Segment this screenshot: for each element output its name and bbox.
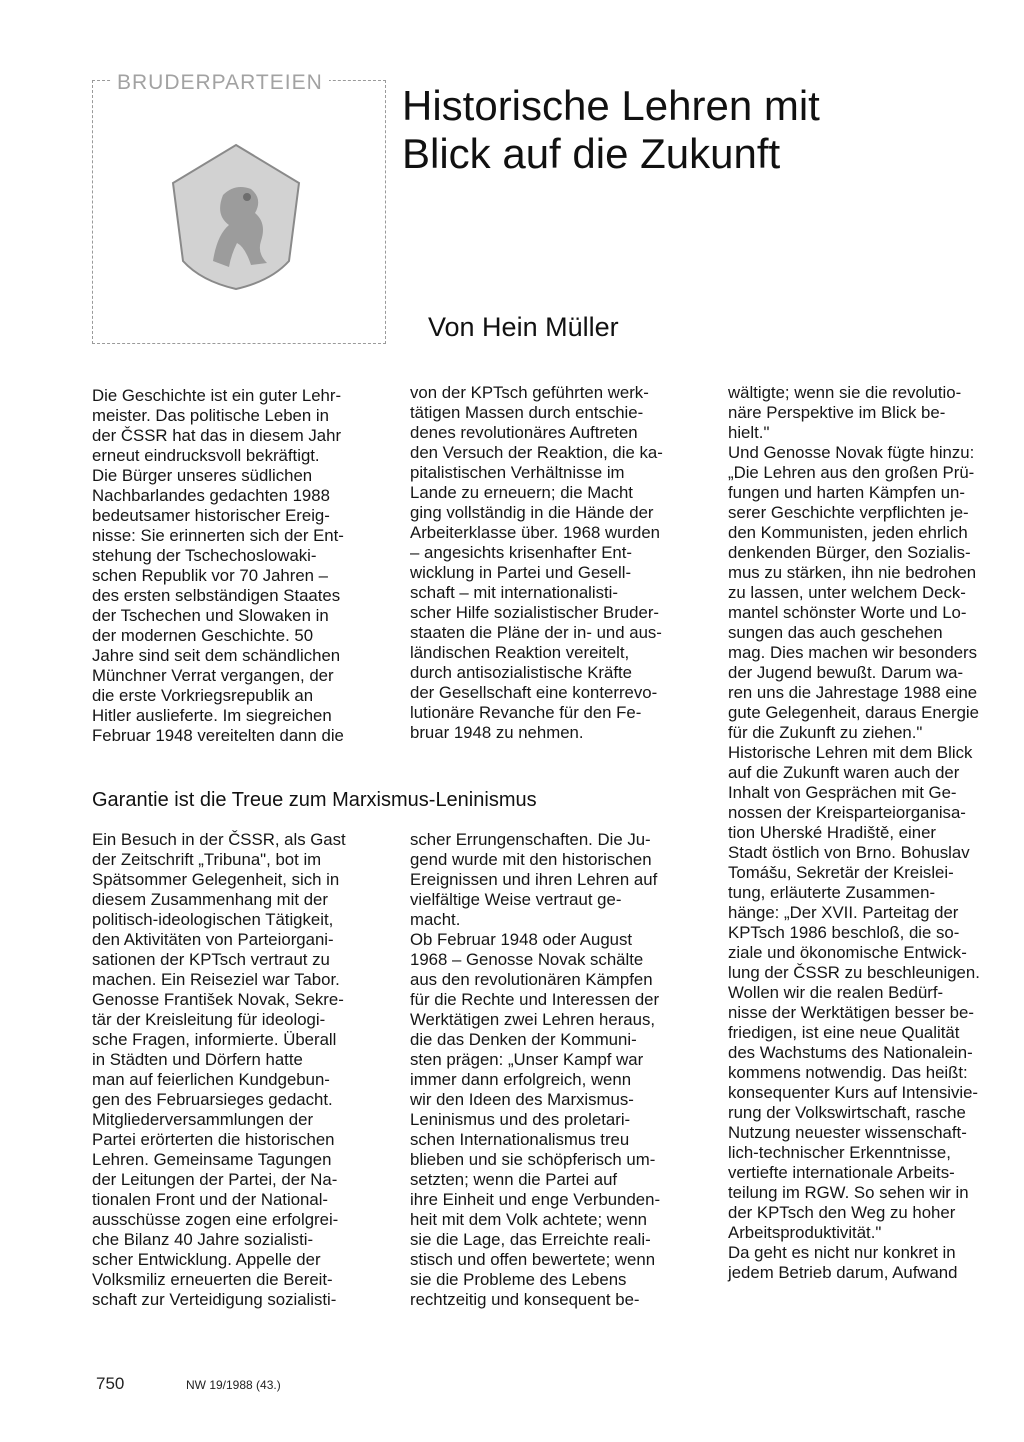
text-line: setzten; wenn die Partei auf — [410, 1170, 618, 1189]
text-line: schaft zur Verteidigung sozialisti- — [92, 1290, 337, 1309]
text-line: denes revolutionäres Auftreten — [410, 423, 638, 442]
section-subheading: Garantie ist die Treue zum Marxismus-Leninismus — [92, 789, 537, 811]
text-line: Leninismus und des proletari- — [410, 1110, 631, 1129]
text-line: sie die Probleme des Lebens — [410, 1270, 627, 1289]
text-line: Februar 1948 vereitelten dann die — [92, 726, 344, 745]
text-line: sie die Lage, das Erreichte reali- — [410, 1230, 651, 1249]
text-line: hänge: „Der XVII. Parteitag der — [728, 903, 959, 922]
text-line: rung der Volkswirtschaft, rasche — [728, 1103, 966, 1122]
text-line: serer Geschichte verpflichten je- — [728, 503, 969, 522]
text-line: – angesichts krisenhafter Ent- — [410, 543, 632, 562]
text-line: Werktätigen zwei Lehren heraus, — [410, 1010, 656, 1029]
text-column-3 — [728, 383, 1020, 1283]
text-line: fungen und harten Kämpfen un- — [728, 483, 965, 502]
text-line: der Gesellschaft eine konterrevo- — [410, 683, 658, 702]
text-line: teilung im RGW. So sehen wir in — [728, 1183, 969, 1202]
text-line: zu lassen, unter welchem Deck- — [728, 583, 966, 602]
text-line: machen. Ein Reiseziel war Tabor. — [92, 970, 340, 989]
text-line: der modernen Geschichte. 50 — [92, 626, 314, 645]
text-line: Da geht es nicht nur konkret in — [728, 1243, 956, 1262]
text-line: sche Fragen, informierte. Überall — [92, 1030, 337, 1049]
section-rubric-label: BRUDERPARTEIEN — [111, 71, 329, 95]
text-line: Inhalt von Gesprächen mit Ge- — [728, 783, 957, 802]
text-line: Jahre sind seit dem schändlichen — [92, 646, 341, 665]
text-line: Arbeiterklasse über. 1968 wurden — [410, 523, 661, 542]
text-line: hielt." — [728, 423, 770, 442]
text-line: kommens notwendig. Das heißt: — [728, 1063, 968, 1082]
text-line: heit mit dem Volk achtete; wenn — [410, 1210, 647, 1229]
text-column-1 — [92, 386, 384, 746]
text-line: tär der Kreisleitung für ideologi- — [92, 1010, 326, 1029]
czechoslovak-coat-of-arms-icon — [171, 143, 301, 291]
text-line: den Kommunisten, jeden ehrlich — [728, 523, 968, 542]
text-line: pitalistischen Verhältnisse im — [410, 463, 625, 482]
text-line: stisch und offen bewertete; wenn — [410, 1250, 656, 1269]
text-line: für die Zukunft zu ziehen." — [728, 723, 923, 742]
text-line: stehung der Tschechoslowaki- — [92, 546, 317, 565]
text-line: politisch-ideologischen Tätigkeit, — [92, 910, 334, 929]
text-column-5 — [410, 830, 700, 1310]
text-line: vertiefte internationale Arbeits- — [728, 1163, 955, 1182]
text-line: Genosse František Novak, Sekre- — [92, 990, 344, 1009]
text-line: aus den revolutionären Kämpfen — [410, 970, 653, 989]
text-line: den Versuch der Reaktion, die ka- — [410, 443, 663, 462]
text-line: erneut eindrucksvoll bekräftigt. — [92, 446, 320, 465]
text-line: meister. Das politische Leben in — [92, 406, 329, 425]
text-line: der Tschechen und Slowaken in — [92, 606, 329, 625]
text-line: 1968 – Genosse Novak schälte — [410, 950, 644, 969]
text-line: man auf feierlichen Kundgebun- — [92, 1070, 330, 1089]
text-line: mus zu stärken, ihn nie bedrohen — [728, 563, 977, 582]
text-line: tionalen Front und der National- — [92, 1190, 329, 1209]
title-line-1: Historische Lehren mit — [402, 82, 820, 129]
text-line: friedigen, ist eine neue Qualität — [728, 1023, 960, 1042]
text-line: denkenden Bürger, den Sozialis- — [728, 543, 971, 562]
text-line: diesem Zusammenhang mit der — [92, 890, 328, 909]
text-line: der ČSSR hat das in diesem Jahr — [92, 426, 342, 445]
text-line: Münchner Verrat vergangen, der — [92, 666, 334, 685]
text-line: Ein Besuch in der ČSSR, als Gast — [92, 830, 346, 849]
text-line: der Zeitschrift „Tribuna", bot im — [92, 850, 322, 869]
text-line: scher Entwicklung. Appelle der — [92, 1250, 321, 1269]
text-line: Lande zu erneuern; die Macht — [410, 483, 633, 502]
text-line: Ob Februar 1948 oder August — [410, 930, 633, 949]
text-line: Die Geschichte ist ein guter Lehr- — [92, 386, 342, 405]
text-line: tion Uherské Hradiště, einer — [728, 823, 936, 842]
text-line: „Die Lehren aus den großen Prü- — [728, 463, 975, 482]
text-line: gen des Februarsieges gedacht. — [92, 1090, 333, 1109]
text-line: tätigen Massen durch entschie- — [410, 403, 644, 422]
text-line: Lehren. Gemeinsame Tagungen — [92, 1150, 332, 1169]
text-line: tung, erläuterte Zusammen- — [728, 883, 936, 902]
text-line: in Städten und Dörfern hatte — [92, 1050, 303, 1069]
article-title — [402, 82, 962, 178]
text-line: blieben und sie schöpferisch um- — [410, 1150, 656, 1169]
text-line: der KPTsch den Weg zu hoher — [728, 1203, 956, 1222]
text-line: rechtzeitig und konsequent be- — [410, 1290, 640, 1309]
text-line: ausschüsse zogen eine erfolgrei- — [92, 1210, 339, 1229]
text-line: des ersten selbständigen Staates — [92, 586, 341, 605]
text-line: ging vollständig in die Hände der — [410, 503, 654, 522]
text-column-2 — [410, 383, 700, 743]
issue-reference: NW 19/1988 (43.) — [186, 1378, 281, 1392]
text-line: Spätsommer Gelegenheit, sich in — [92, 870, 340, 889]
text-line: vielfältige Weise vertraut ge- — [410, 890, 622, 909]
text-line: nisse: Sie erinnerten sich der Ent- — [92, 526, 344, 545]
text-line: schaft – mit internationalisti- — [410, 583, 618, 602]
text-line: Nachbarlandes gedachten 1988 — [92, 486, 330, 505]
text-line: Historische Lehren mit dem Blick — [728, 743, 973, 762]
text-line: bedeutsamer historischer Ereig- — [92, 506, 330, 525]
text-line: Hitler auslieferte. Im siegreichen — [92, 706, 332, 725]
text-line: die erste Vorkriegsrepublik an — [92, 686, 314, 705]
text-line: die das Denken der Kommuni- — [410, 1030, 637, 1049]
text-line: KPTsch 1986 beschloß, die so- — [728, 923, 960, 942]
text-line: von der KPTsch geführten werk- — [410, 383, 649, 402]
text-line: wir den Ideen des Marxismus- — [410, 1090, 634, 1109]
text-line: des Wachstums des Nationalein- — [728, 1043, 973, 1062]
text-line: Die Bürger unseres südlichen — [92, 466, 313, 485]
text-line: che Bilanz 40 Jahre sozialisti- — [92, 1230, 314, 1249]
text-line: macht. — [410, 910, 461, 929]
text-column-4 — [92, 830, 384, 1310]
text-line: der Leitungen der Partei, der Na- — [92, 1170, 338, 1189]
section-rubric-box — [92, 71, 386, 344]
text-line: lung der ČSSR zu beschleunigen. — [728, 963, 980, 982]
text-line: lutionäre Revanche für den Fe- — [410, 703, 642, 722]
text-line: wältigte; wenn sie die revolutio- — [728, 383, 962, 402]
page-number: 750 — [96, 1374, 125, 1393]
text-line: ziale und ökonomische Entwick- — [728, 943, 967, 962]
text-line: bruar 1948 zu nehmen. — [410, 723, 584, 742]
text-line: schen Internationalismus treu — [410, 1130, 630, 1149]
text-line: Volksmiliz erneuerten die Bereit- — [92, 1270, 333, 1289]
text-line: jedem Betrieb darum, Aufwand — [728, 1263, 958, 1282]
text-line: Wollen wir die realen Bedürf- — [728, 983, 944, 1002]
text-line: nossen der Kreisparteiorganisa- — [728, 803, 966, 822]
text-line: näre Perspektive im Blick be- — [728, 403, 946, 422]
text-line: Und Genosse Novak fügte hinzu: — [728, 443, 975, 462]
text-line: auf die Zukunft waren auch der — [728, 763, 960, 782]
text-line: für die Rechte und Interessen der — [410, 990, 660, 1009]
text-line: sten prägen: „Unser Kampf war — [410, 1050, 644, 1069]
text-line: lich-technischer Erkenntnisse, — [728, 1143, 951, 1162]
text-line: mag. Dies machen wir besonders — [728, 643, 978, 662]
text-line: sungen das auch geschehen — [728, 623, 943, 642]
text-line: scher Errungenschaften. Die Ju- — [410, 830, 651, 849]
text-line: Tomášu, Sekretär der Kreislei- — [728, 863, 954, 882]
text-line: konsequenter Kurs auf Intensivie- — [728, 1083, 978, 1102]
text-line: Nutzung neuester wissenschaft- — [728, 1123, 967, 1142]
text-line: Mitgliederversammlungen der — [92, 1110, 314, 1129]
text-line: staaten die Pläne der in- und aus- — [410, 623, 662, 642]
text-line: scher Hilfe sozialistischer Bruder- — [410, 603, 659, 622]
text-line: gend wurde mit den historischen — [410, 850, 652, 869]
text-line: Ereignissen und ihren Lehren auf — [410, 870, 658, 889]
text-line: Partei erörterten die historischen — [92, 1130, 335, 1149]
text-line: schen Republik vor 70 Jahren – — [92, 566, 329, 585]
text-line: ländischen Reaktion vereitelt, — [410, 643, 630, 662]
text-line: mantel schönster Worte und Lo- — [728, 603, 967, 622]
text-line: sationen der KPTsch vertraut zu — [92, 950, 330, 969]
text-line: nisse der Werktätigen besser be- — [728, 1003, 974, 1022]
text-line: gute Gelegenheit, daraus Energie — [728, 703, 979, 722]
text-line: der Jugend bewußt. Darum wa- — [728, 663, 964, 682]
text-line: Arbeitsproduktivität." — [728, 1223, 882, 1242]
text-line: ihre Einheit und enge Verbunden- — [410, 1190, 661, 1209]
text-line: immer dann erfolgreich, wenn — [410, 1070, 632, 1089]
text-line: wicklung in Partei und Gesell- — [410, 563, 632, 582]
text-line: Stadt östlich von Brno. Bohuslav — [728, 843, 970, 862]
text-line: den Aktivitäten von Parteiorgani- — [92, 930, 334, 949]
title-line-2: Blick auf die Zukunft — [402, 130, 781, 177]
text-line: ren uns die Jahrestage 1988 eine — [728, 683, 978, 702]
text-line: durch antisozialistische Kräfte — [410, 663, 632, 682]
author-byline: Von Hein Müller — [428, 312, 619, 342]
